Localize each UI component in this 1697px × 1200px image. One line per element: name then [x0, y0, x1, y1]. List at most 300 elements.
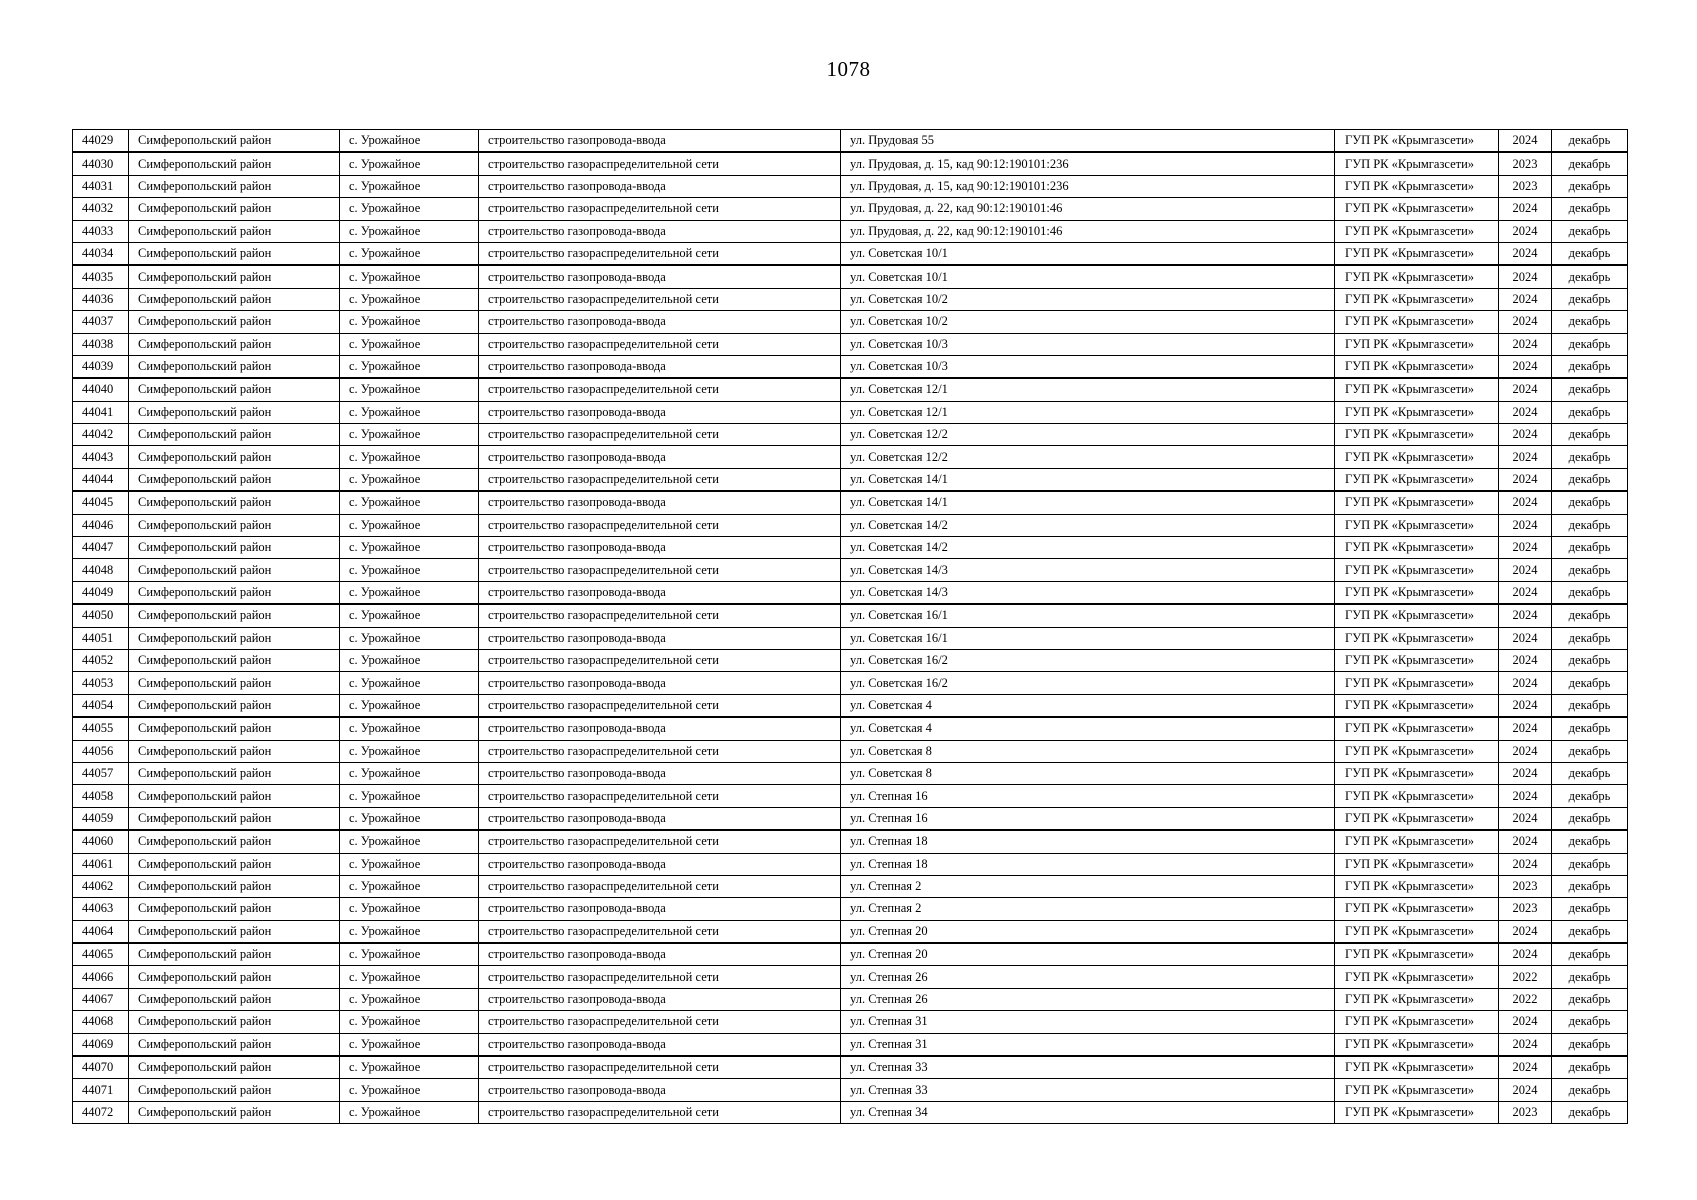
table-row [73, 875, 1628, 897]
work-type-cell: строительство газопровода-ввода [479, 581, 841, 604]
row-number-cell: 44053 [73, 672, 129, 694]
district-cell: Симферопольский район [129, 242, 340, 265]
year-cell: 2024 [1499, 943, 1552, 966]
settlement-cell: с. Урожайное [340, 830, 479, 853]
address-cell: ул. Степная 31 [841, 1033, 1335, 1056]
organization-cell: ГУП РК «Крымгазсети» [1335, 943, 1499, 966]
district-cell: Симферопольский район [129, 740, 340, 762]
table-row [73, 1056, 1628, 1079]
address-cell: ул. Степная 18 [841, 853, 1335, 875]
work-type-cell: строительство газопровода-ввода [479, 130, 841, 153]
address-cell: ул. Советская 16/2 [841, 672, 1335, 694]
table-row [73, 920, 1628, 943]
organization-cell: ГУП РК «Крымгазсети» [1335, 853, 1499, 875]
row-number-cell: 44035 [73, 265, 129, 288]
month-cell: декабрь [1552, 853, 1628, 875]
table-row [73, 649, 1628, 671]
organization-cell: ГУП РК «Крымгазсети» [1335, 988, 1499, 1010]
table-row [73, 581, 1628, 604]
table-row [73, 785, 1628, 807]
year-cell: 2024 [1499, 265, 1552, 288]
organization-cell: ГУП РК «Крымгазсети» [1335, 198, 1499, 220]
work-type-cell: строительство газораспределительной сети [479, 604, 841, 627]
settlement-cell: с. Урожайное [340, 988, 479, 1010]
row-number-cell: 44048 [73, 559, 129, 581]
row-number-cell: 44041 [73, 401, 129, 423]
organization-cell: ГУП РК «Крымгазсети» [1335, 355, 1499, 378]
row-number-cell: 44051 [73, 627, 129, 649]
month-cell: декабрь [1552, 1079, 1628, 1101]
table-row [73, 288, 1628, 310]
table-row [73, 762, 1628, 784]
year-cell: 2024 [1499, 627, 1552, 649]
settlement-cell: с. Урожайное [340, 966, 479, 988]
work-type-cell: строительство газораспределительной сети [479, 875, 841, 897]
month-cell: декабрь [1552, 537, 1628, 559]
table-row [73, 966, 1628, 988]
district-cell: Симферопольский район [129, 830, 340, 853]
work-type-cell: строительство газопровода-ввода [479, 853, 841, 875]
table-row [73, 152, 1628, 175]
address-cell: ул. Советская 4 [841, 694, 1335, 717]
table-row [73, 1101, 1628, 1123]
month-cell: декабрь [1552, 898, 1628, 920]
district-cell: Симферопольский район [129, 355, 340, 378]
settlement-cell: с. Урожайное [340, 1079, 479, 1101]
year-cell: 2024 [1499, 604, 1552, 627]
organization-cell: ГУП РК «Крымгазсети» [1335, 830, 1499, 853]
work-type-cell: строительство газораспределительной сети [479, 514, 841, 536]
organization-cell: ГУП РК «Крымгазсети» [1335, 288, 1499, 310]
district-cell: Симферопольский район [129, 198, 340, 220]
settlement-cell: с. Урожайное [340, 355, 479, 378]
district-cell: Симферопольский район [129, 514, 340, 536]
organization-cell: ГУП РК «Крымгазсети» [1335, 649, 1499, 671]
organization-cell: ГУП РК «Крымгазсети» [1335, 740, 1499, 762]
address-cell: ул. Советская 12/1 [841, 401, 1335, 423]
settlement-cell: с. Урожайное [340, 514, 479, 536]
work-type-cell: строительство газораспределительной сети [479, 1011, 841, 1033]
district-cell: Симферопольский район [129, 401, 340, 423]
month-cell: декабрь [1552, 627, 1628, 649]
month-cell: декабрь [1552, 672, 1628, 694]
address-cell: ул. Прудовая 55 [841, 130, 1335, 153]
work-type-cell: строительство газопровода-ввода [479, 807, 841, 830]
table-row [73, 242, 1628, 265]
month-cell: декабрь [1552, 966, 1628, 988]
settlement-cell: с. Урожайное [340, 288, 479, 310]
settlement-cell: с. Урожайное [340, 242, 479, 265]
settlement-cell: с. Урожайное [340, 175, 479, 197]
month-cell: декабрь [1552, 198, 1628, 220]
work-type-cell: строительство газопровода-ввода [479, 943, 841, 966]
row-number-cell: 44061 [73, 853, 129, 875]
work-type-cell: строительство газопровода-ввода [479, 220, 841, 242]
work-type-cell: строительство газопровода-ввода [479, 1079, 841, 1101]
row-number-cell: 44042 [73, 424, 129, 446]
work-type-cell: строительство газораспределительной сети [479, 649, 841, 671]
address-cell: ул. Советская 14/1 [841, 468, 1335, 491]
settlement-cell: с. Урожайное [340, 378, 479, 401]
settlement-cell: с. Урожайное [340, 762, 479, 784]
year-cell: 2024 [1499, 355, 1552, 378]
table-row [73, 446, 1628, 468]
work-type-cell: строительство газопровода-ввода [479, 762, 841, 784]
year-cell: 2024 [1499, 401, 1552, 423]
year-cell: 2023 [1499, 898, 1552, 920]
month-cell: декабрь [1552, 401, 1628, 423]
table-row [73, 424, 1628, 446]
registry-table [72, 129, 1628, 1124]
district-cell: Симферопольский район [129, 853, 340, 875]
organization-cell: ГУП РК «Крымгазсети» [1335, 537, 1499, 559]
district-cell: Симферопольский район [129, 875, 340, 897]
row-number-cell: 44071 [73, 1079, 129, 1101]
month-cell: декабрь [1552, 220, 1628, 242]
address-cell: ул. Степная 33 [841, 1079, 1335, 1101]
address-cell: ул. Советская 10/2 [841, 311, 1335, 333]
work-type-cell: строительство газораспределительной сети [479, 740, 841, 762]
row-number-cell: 44059 [73, 807, 129, 830]
settlement-cell: с. Урожайное [340, 898, 479, 920]
address-cell: ул. Степная 20 [841, 920, 1335, 943]
address-cell: ул. Советская 12/2 [841, 424, 1335, 446]
district-cell: Симферопольский район [129, 220, 340, 242]
organization-cell: ГУП РК «Крымгазсети» [1335, 265, 1499, 288]
settlement-cell: с. Урожайное [340, 604, 479, 627]
district-cell: Симферопольский район [129, 943, 340, 966]
address-cell: ул. Степная 20 [841, 943, 1335, 966]
work-type-cell: строительство газопровода-ввода [479, 988, 841, 1010]
settlement-cell: с. Урожайное [340, 401, 479, 423]
settlement-cell: с. Урожайное [340, 1101, 479, 1123]
table-row [73, 491, 1628, 514]
year-cell: 2024 [1499, 288, 1552, 310]
year-cell: 2024 [1499, 333, 1552, 355]
district-cell: Симферопольский район [129, 694, 340, 717]
year-cell: 2024 [1499, 740, 1552, 762]
row-number-cell: 44054 [73, 694, 129, 717]
work-type-cell: строительство газораспределительной сети [479, 920, 841, 943]
row-number-cell: 44045 [73, 491, 129, 514]
organization-cell: ГУП РК «Крымгазсети» [1335, 604, 1499, 627]
year-cell: 2024 [1499, 446, 1552, 468]
settlement-cell: с. Урожайное [340, 694, 479, 717]
table-row [73, 830, 1628, 853]
year-cell: 2024 [1499, 1056, 1552, 1079]
row-number-cell: 44032 [73, 198, 129, 220]
settlement-cell: с. Урожайное [340, 807, 479, 830]
work-type-cell: строительство газопровода-ввода [479, 537, 841, 559]
address-cell: ул. Советская 16/1 [841, 604, 1335, 627]
settlement-cell: с. Урожайное [340, 265, 479, 288]
address-cell: ул. Советская 8 [841, 762, 1335, 784]
district-cell: Симферопольский район [129, 491, 340, 514]
address-cell: ул. Степная 2 [841, 898, 1335, 920]
address-cell: ул. Советская 8 [841, 740, 1335, 762]
work-type-cell: строительство газопровода-ввода [479, 898, 841, 920]
work-type-cell: строительство газораспределительной сети [479, 966, 841, 988]
address-cell: ул. Советская 16/1 [841, 627, 1335, 649]
organization-cell: ГУП РК «Крымгазсети» [1335, 1079, 1499, 1101]
table-row [73, 672, 1628, 694]
year-cell: 2022 [1499, 988, 1552, 1010]
work-type-cell: строительство газораспределительной сети [479, 198, 841, 220]
row-number-cell: 44055 [73, 717, 129, 740]
table-row [73, 740, 1628, 762]
work-type-cell: строительство газораспределительной сети [479, 378, 841, 401]
year-cell: 2024 [1499, 1079, 1552, 1101]
year-cell: 2024 [1499, 830, 1552, 853]
district-cell: Симферопольский район [129, 581, 340, 604]
organization-cell: ГУП РК «Крымгазсети» [1335, 152, 1499, 175]
row-number-cell: 44067 [73, 988, 129, 1010]
year-cell: 2024 [1499, 1011, 1552, 1033]
month-cell: декабрь [1552, 740, 1628, 762]
organization-cell: ГУП РК «Крымгазсети» [1335, 333, 1499, 355]
address-cell: ул. Советская 14/3 [841, 559, 1335, 581]
month-cell: декабрь [1552, 785, 1628, 807]
address-cell: ул. Степная 16 [841, 785, 1335, 807]
settlement-cell: с. Урожайное [340, 740, 479, 762]
settlement-cell: с. Урожайное [340, 424, 479, 446]
organization-cell: ГУП РК «Крымгазсети» [1335, 378, 1499, 401]
address-cell: ул. Советская 10/2 [841, 288, 1335, 310]
year-cell: 2024 [1499, 491, 1552, 514]
table-row [73, 311, 1628, 333]
organization-cell: ГУП РК «Крымгазсети» [1335, 694, 1499, 717]
year-cell: 2024 [1499, 717, 1552, 740]
year-cell: 2023 [1499, 175, 1552, 197]
table-row [73, 130, 1628, 153]
organization-cell: ГУП РК «Крымгазсети» [1335, 175, 1499, 197]
address-cell: ул. Прудовая, д. 15, кад 90:12:190101:236 [841, 152, 1335, 175]
settlement-cell: с. Урожайное [340, 627, 479, 649]
row-number-cell: 44029 [73, 130, 129, 153]
district-cell: Симферопольский район [129, 311, 340, 333]
year-cell: 2024 [1499, 672, 1552, 694]
settlement-cell: с. Урожайное [340, 785, 479, 807]
year-cell: 2024 [1499, 242, 1552, 265]
month-cell: декабрь [1552, 311, 1628, 333]
address-cell: ул. Советская 14/1 [841, 491, 1335, 514]
month-cell: декабрь [1552, 694, 1628, 717]
month-cell: декабрь [1552, 468, 1628, 491]
row-number-cell: 44056 [73, 740, 129, 762]
district-cell: Симферопольский район [129, 1101, 340, 1123]
year-cell: 2024 [1499, 311, 1552, 333]
organization-cell: ГУП РК «Крымгазсети» [1335, 898, 1499, 920]
address-cell: ул. Прудовая, д. 15, кад 90:12:190101:236 [841, 175, 1335, 197]
district-cell: Симферопольский район [129, 920, 340, 943]
address-cell: ул. Степная 2 [841, 875, 1335, 897]
organization-cell: ГУП РК «Крымгазсети» [1335, 875, 1499, 897]
district-cell: Симферопольский район [129, 378, 340, 401]
district-cell: Симферопольский район [129, 265, 340, 288]
year-cell: 2024 [1499, 514, 1552, 536]
organization-cell: ГУП РК «Крымгазсети» [1335, 762, 1499, 784]
table-row [73, 559, 1628, 581]
work-type-cell: строительство газораспределительной сети [479, 694, 841, 717]
row-number-cell: 44043 [73, 446, 129, 468]
year-cell: 2023 [1499, 1101, 1552, 1123]
month-cell: декабрь [1552, 988, 1628, 1010]
year-cell: 2024 [1499, 853, 1552, 875]
organization-cell: ГУП РК «Крымгазсети» [1335, 401, 1499, 423]
district-cell: Симферопольский район [129, 717, 340, 740]
row-number-cell: 44072 [73, 1101, 129, 1123]
month-cell: декабрь [1552, 649, 1628, 671]
month-cell: декабрь [1552, 1011, 1628, 1033]
settlement-cell: с. Урожайное [340, 649, 479, 671]
district-cell: Симферопольский район [129, 424, 340, 446]
row-number-cell: 44057 [73, 762, 129, 784]
district-cell: Симферопольский район [129, 288, 340, 310]
table-row [73, 468, 1628, 491]
month-cell: декабрь [1552, 875, 1628, 897]
year-cell: 2024 [1499, 424, 1552, 446]
row-number-cell: 44062 [73, 875, 129, 897]
table-row [73, 514, 1628, 536]
district-cell: Симферопольский район [129, 1011, 340, 1033]
table-row [73, 198, 1628, 220]
year-cell: 2024 [1499, 649, 1552, 671]
row-number-cell: 44040 [73, 378, 129, 401]
work-type-cell: строительство газопровода-ввода [479, 491, 841, 514]
month-cell: декабрь [1552, 581, 1628, 604]
organization-cell: ГУП РК «Крымгазсети» [1335, 514, 1499, 536]
row-number-cell: 44068 [73, 1011, 129, 1033]
address-cell: ул. Советская 16/2 [841, 649, 1335, 671]
district-cell: Симферопольский район [129, 333, 340, 355]
month-cell: декабрь [1552, 491, 1628, 514]
settlement-cell: с. Урожайное [340, 717, 479, 740]
table-row [73, 988, 1628, 1010]
address-cell: ул. Советская 10/1 [841, 242, 1335, 265]
organization-cell: ГУП РК «Крымгазсети» [1335, 672, 1499, 694]
district-cell: Симферопольский район [129, 468, 340, 491]
work-type-cell: строительство газораспределительной сети [479, 785, 841, 807]
work-type-cell: строительство газораспределительной сети [479, 1101, 841, 1123]
address-cell: ул. Степная 33 [841, 1056, 1335, 1079]
month-cell: декабрь [1552, 559, 1628, 581]
district-cell: Симферопольский район [129, 762, 340, 784]
organization-cell: ГУП РК «Крымгазсети» [1335, 1101, 1499, 1123]
address-cell: ул. Степная 26 [841, 966, 1335, 988]
year-cell: 2022 [1499, 966, 1552, 988]
year-cell: 2024 [1499, 559, 1552, 581]
year-cell: 2024 [1499, 785, 1552, 807]
row-number-cell: 44038 [73, 333, 129, 355]
address-cell: ул. Прудовая, д. 22, кад 90:12:190101:46 [841, 220, 1335, 242]
registry-body [73, 130, 1628, 1124]
table-row [73, 604, 1628, 627]
month-cell: декабрь [1552, 1056, 1628, 1079]
district-cell: Симферопольский район [129, 672, 340, 694]
month-cell: декабрь [1552, 378, 1628, 401]
organization-cell: ГУП РК «Крымгазсети» [1335, 468, 1499, 491]
district-cell: Симферопольский район [129, 559, 340, 581]
settlement-cell: с. Урожайное [340, 311, 479, 333]
work-type-cell: строительство газопровода-ввода [479, 1033, 841, 1056]
month-cell: декабрь [1552, 355, 1628, 378]
table-row [73, 537, 1628, 559]
district-cell: Симферопольский район [129, 537, 340, 559]
address-cell: ул. Степная 26 [841, 988, 1335, 1010]
year-cell: 2023 [1499, 152, 1552, 175]
row-number-cell: 44037 [73, 311, 129, 333]
work-type-cell: строительство газопровода-ввода [479, 717, 841, 740]
row-number-cell: 44063 [73, 898, 129, 920]
table-row [73, 1079, 1628, 1101]
month-cell: декабрь [1552, 265, 1628, 288]
settlement-cell: с. Урожайное [340, 130, 479, 153]
row-number-cell: 44065 [73, 943, 129, 966]
district-cell: Симферопольский район [129, 130, 340, 153]
settlement-cell: с. Урожайное [340, 1033, 479, 1056]
organization-cell: ГУП РК «Крымгазсети» [1335, 966, 1499, 988]
organization-cell: ГУП РК «Крымгазсети» [1335, 1011, 1499, 1033]
address-cell: ул. Степная 16 [841, 807, 1335, 830]
address-cell: ул. Советская 12/1 [841, 378, 1335, 401]
district-cell: Симферопольский район [129, 1079, 340, 1101]
organization-cell: ГУП РК «Крымгазсети» [1335, 130, 1499, 153]
work-type-cell: строительство газораспределительной сети [479, 424, 841, 446]
address-cell: ул. Советская 10/3 [841, 355, 1335, 378]
settlement-cell: с. Урожайное [340, 559, 479, 581]
row-number-cell: 44039 [73, 355, 129, 378]
settlement-cell: с. Урожайное [340, 446, 479, 468]
year-cell: 2024 [1499, 1033, 1552, 1056]
month-cell: декабрь [1552, 424, 1628, 446]
address-cell: ул. Степная 31 [841, 1011, 1335, 1033]
row-number-cell: 44069 [73, 1033, 129, 1056]
year-cell: 2024 [1499, 198, 1552, 220]
work-type-cell: строительство газораспределительной сети [479, 288, 841, 310]
work-type-cell: строительство газопровода-ввода [479, 265, 841, 288]
table-row [73, 401, 1628, 423]
month-cell: декабрь [1552, 514, 1628, 536]
district-cell: Симферопольский район [129, 627, 340, 649]
work-type-cell: строительство газопровода-ввода [479, 175, 841, 197]
settlement-cell: с. Урожайное [340, 220, 479, 242]
district-cell: Симферопольский район [129, 1033, 340, 1056]
organization-cell: ГУП РК «Крымгазсети» [1335, 807, 1499, 830]
month-cell: декабрь [1552, 130, 1628, 153]
organization-cell: ГУП РК «Крымгазсети» [1335, 446, 1499, 468]
district-cell: Симферопольский район [129, 446, 340, 468]
year-cell: 2024 [1499, 920, 1552, 943]
row-number-cell: 44060 [73, 830, 129, 853]
work-type-cell: строительство газораспределительной сети [479, 830, 841, 853]
work-type-cell: строительство газопровода-ввода [479, 355, 841, 378]
table-row [73, 627, 1628, 649]
settlement-cell: с. Урожайное [340, 581, 479, 604]
year-cell: 2024 [1499, 762, 1552, 784]
year-cell: 2024 [1499, 694, 1552, 717]
organization-cell: ГУП РК «Крымгазсети» [1335, 581, 1499, 604]
table-row [73, 943, 1628, 966]
month-cell: декабрь [1552, 604, 1628, 627]
month-cell: декабрь [1552, 333, 1628, 355]
district-cell: Симферопольский район [129, 807, 340, 830]
work-type-cell: строительство газораспределительной сети [479, 152, 841, 175]
settlement-cell: с. Урожайное [340, 333, 479, 355]
table-row [73, 175, 1628, 197]
district-cell: Симферопольский район [129, 152, 340, 175]
work-type-cell: строительство газораспределительной сети [479, 559, 841, 581]
row-number-cell: 44070 [73, 1056, 129, 1079]
